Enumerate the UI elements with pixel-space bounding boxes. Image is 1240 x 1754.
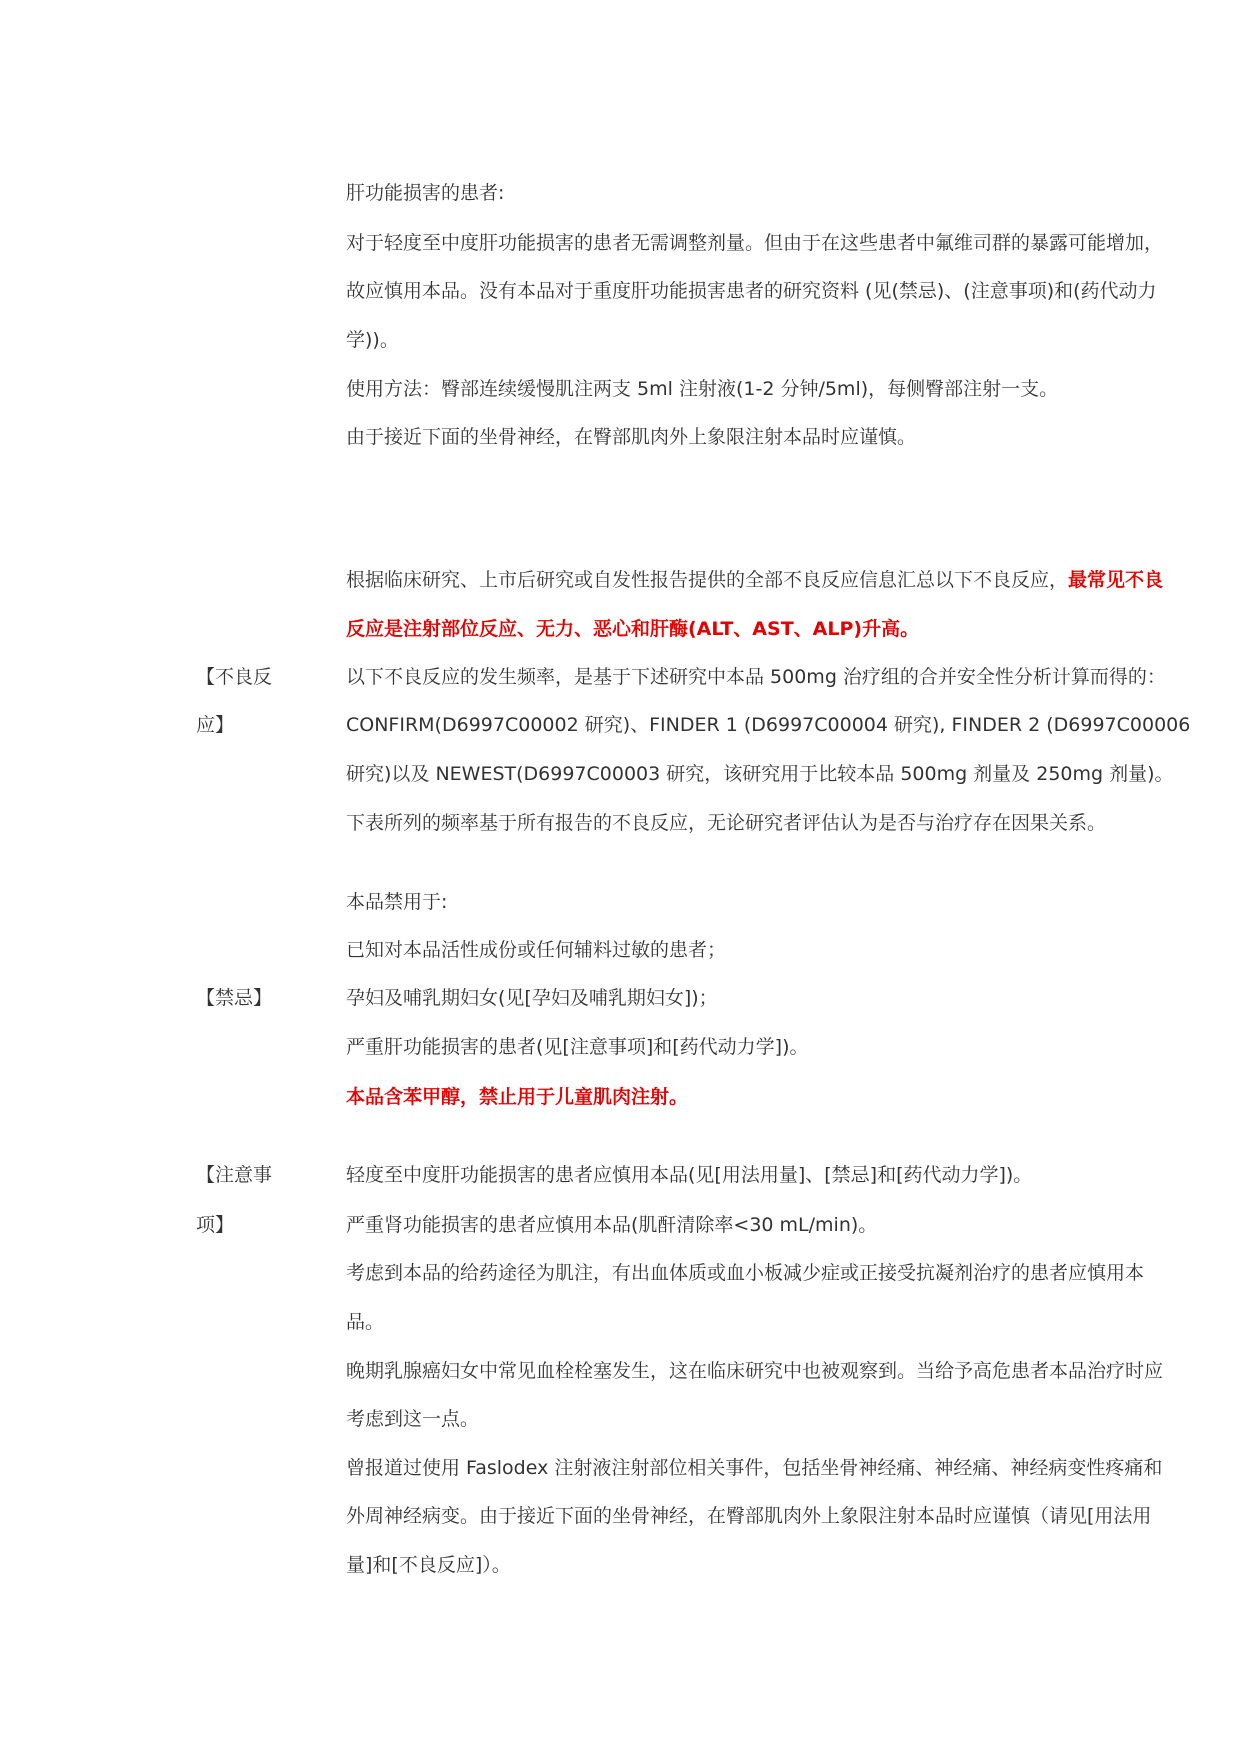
contraindication-line: 严重肝功能损害的患者(见[注意事项]和[药代动力学])。: [346, 1036, 809, 1058]
adverse-line: [346, 568, 1163, 592]
dosage-line: 学))。: [346, 329, 399, 351]
dosage-line: 使用方法：臀部连续缓慢肌注两支 5ml 注射液(1-2 分钟/5ml)，每侧臀部注射一支。: [346, 378, 1059, 400]
precautions-label: 项】: [196, 1214, 235, 1236]
precaution-line: 品。: [346, 1311, 385, 1333]
precaution-line: 曾报道过使用 Faslodex 注射液注射部位相关事件，包括坐骨神经痛、神经痛、神经病变性疼痛和: [346, 1457, 1163, 1479]
adverse-highlight-line: 反应是注射部位反应、无力、恶心和肝酶(ALT、AST、ALP)升高。: [346, 618, 920, 640]
adverse-line: CONFIRM(D6997C00002 研究)、FINDER 1 (D6997C00004 研究), FINDER 2 (D6997C00006: [346, 714, 1191, 736]
precaution-line: 考虑到本品的给药途径为肌注，有出血体质或血小板减少症或正接受抗凝剂治疗的患者应慎用本: [346, 1262, 1145, 1284]
adverse-line: 研究)以及 NEWEST(D6997C00003 研究，该研究用于比较本品 500mg 剂量及 250mg 剂量)。: [346, 763, 1174, 785]
dosage-line: 肝功能损害的患者:: [346, 182, 505, 204]
adverse-reactions-label: 应】: [196, 714, 235, 736]
precaution-line: 量]和[不良反应]）。: [346, 1554, 511, 1576]
dosage-line: 由于接近下面的坐骨神经，在臀部肌肉外上象限注射本品时应谨慎。: [346, 426, 917, 448]
dosage-line: 对于轻度至中度肝功能损害的患者无需调整剂量。但由于在这些患者中氟维司群的暴露可能增加，: [346, 232, 1164, 254]
adverse-reactions-label: 【不良反: [196, 666, 273, 688]
contraindications-label: 【禁忌】: [196, 987, 273, 1009]
dosage-line: 故应慎用本品。没有本品对于重度肝功能损害患者的研究资料 (见(禁忌)、(注意事项)和(药代动力: [346, 280, 1157, 302]
precaution-line: 晚期乳腺癌妇女中常见血栓栓塞发生，这在临床研究中也被观察到。当给予高危患者本品治疗时应: [346, 1360, 1164, 1382]
adverse-line: 下表所列的频率基于所有报告的不良反应，无论研究者评估认为是否与治疗存在因果关系。: [346, 812, 1107, 834]
adverse-highlight-text: 最常见不良: [1068, 569, 1164, 591]
contraindication-line: 已知对本品活性成份或任何辅料过敏的患者；: [346, 939, 727, 961]
contraindication-highlight: 本品含苯甲醇，禁止用于儿童肌肉注射。: [346, 1086, 689, 1108]
contraindication-line: 本品禁用于:: [346, 891, 448, 913]
precaution-line: 严重肾功能损害的患者应慎用本品(肌酐清除率<30 mL/min)。: [346, 1214, 878, 1236]
precaution-line: 外周神经病变。由于接近下面的坐骨神经，在臀部肌肉外上象限注射本品时应谨慎（请见[用法用: [346, 1505, 1152, 1527]
contraindication-line: 孕妇及哺乳期妇女(见[孕妇及哺乳期妇女])；: [346, 987, 718, 1009]
precaution-line: 考虑到这一点。: [346, 1408, 480, 1430]
precaution-line: 轻度至中度肝功能损害的患者应慎用本品(见[用法用量]、[禁忌]和[药代动力学])。: [346, 1164, 1033, 1186]
adverse-line: 以下不良反应的发生频率，是基于下述研究中本品 500mg 治疗组的合并安全性分析计算而得的：: [346, 666, 1166, 688]
precautions-label: 【注意事: [196, 1164, 273, 1186]
adverse-intro-text: 根据临床研究、上市后研究或自发性报告提供的全部不良反应信息汇总以下不良反应，: [346, 569, 1069, 591]
